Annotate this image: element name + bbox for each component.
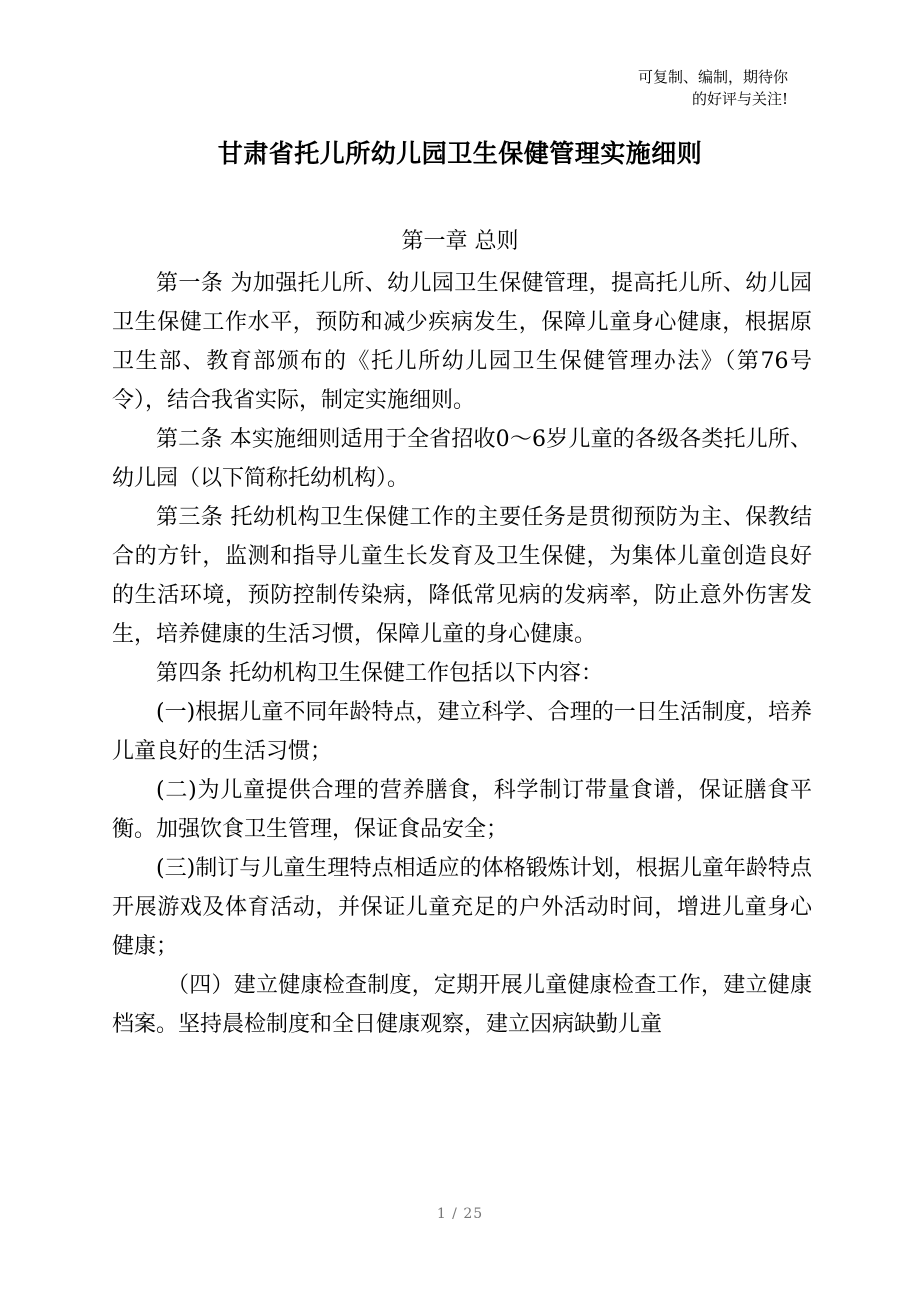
article-2: 第二条 本实施细则适用于全省招收0～6岁儿童的各级各类托儿所、幼儿园（以下简称托幼机构）。 (112, 427, 812, 491)
header-note-line-1: 可复制、编制，期待你 (637, 68, 788, 86)
header-note (638, 66, 788, 110)
header-note-line-2: 的好评与关注! (691, 90, 788, 108)
article-4-item-3: (三)制订与儿童生理特点相适应的体格锻炼计划，根据儿童年龄特点开展游戏及体育活动，并保证儿童充足的户外活动时间，增进儿童身心健康； (112, 856, 812, 959)
document-body (112, 264, 812, 1044)
article-4-item-1: (一)根据儿童不同年龄特点，建立科学、合理的一日生活制度，培养儿童良好的生活习惯； (112, 700, 812, 764)
article-4-item-4: （四）建立健康检查制度，定期开展儿童健康检查工作，建立健康档案。坚持晨检制度和全日健康观察，建立因病缺勤儿童 (112, 973, 812, 1037)
article-1: 第一条 为加强托儿所、幼儿园卫生保健管理，提高托儿所、幼儿园卫生保健工作水平，预防和减少疾病发生，保障儿童身心健康，根据原卫生部、教育部颁布的《托儿所幼儿园卫生保健管理办法》（第76号令），结合我省实际，制定实施细则。 (112, 271, 812, 413)
article-4: 第四条 托幼机构卫生保健工作包括以下内容： (156, 661, 603, 686)
article-4-item-2: (二)为儿童提供合理的营养膳食，科学制订带量食谱，保证膳食平衡。加强饮食卫生管理，保证食品安全； (112, 778, 812, 842)
article-3: 第三条 托幼机构卫生保健工作的主要任务是贯彻预防为主、保教结合的方针，监测和指导儿童生长发育及卫生保健，为集体儿童创造良好的生活环境，预防控制传染病，降低常见病的发病率，防止意外伤害发生，培养健康的生活习惯，保障儿童的身心健康。 (112, 505, 812, 647)
chapter-heading: 第一章 总则 (401, 229, 519, 254)
document-title: 甘肃省托儿所幼儿园卫生保健管理实施细则 (217, 139, 703, 168)
page-number: 1 / 25 (436, 1206, 484, 1222)
